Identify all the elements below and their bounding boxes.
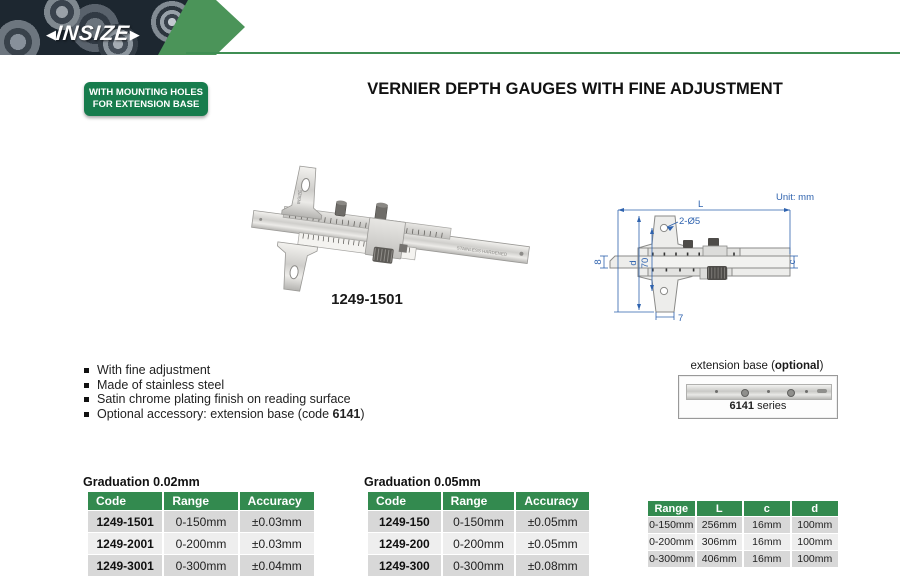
table-cell: 16mm	[743, 517, 791, 534]
diagram-unit-label: Unit: mm	[776, 192, 814, 203]
column-header: d	[791, 501, 839, 517]
table-cell: 0-200mm	[163, 533, 238, 555]
logo-left-arrow-icon: ◀	[46, 26, 56, 42]
header-row	[648, 501, 838, 517]
table-row	[368, 555, 589, 577]
beam-engraving: STAINLESS HARDENED	[456, 245, 508, 257]
header-row	[368, 492, 589, 511]
column-header: Accuracy	[239, 492, 314, 511]
table-row	[88, 555, 314, 577]
brand-logo	[46, 22, 140, 46]
column-header: Range	[442, 492, 516, 511]
dim-L: L	[698, 199, 704, 210]
extension-base-caption	[657, 360, 857, 372]
bullet-icon	[84, 383, 89, 388]
column-header: Range	[648, 501, 696, 517]
table-cell: 0-200mm	[648, 534, 696, 551]
table-cell: 0-300mm	[648, 551, 696, 568]
table-row	[648, 551, 838, 568]
header-row	[88, 492, 314, 511]
extension-base-image	[686, 384, 832, 400]
header-rule	[186, 52, 900, 54]
table-cell: ±0.04mm	[239, 555, 314, 577]
product-code-label: 1249-1501	[331, 291, 403, 308]
caption-pre: extension base (	[690, 360, 775, 372]
table-cell: 406mm	[696, 551, 744, 568]
table-cell: 0-300mm	[163, 555, 238, 577]
caption-post: )	[819, 360, 824, 372]
table-cell: 0-150mm	[163, 511, 238, 533]
feature-item: Satin chrome plating finish on reading surface	[84, 392, 365, 407]
table-row	[648, 517, 838, 534]
svg-text:INSIZE: INSIZE	[296, 189, 303, 205]
table-cell: 1249-200	[368, 533, 442, 555]
table-cell: ±0.05mm	[515, 533, 589, 555]
table-cell: 1249-300	[368, 555, 442, 577]
feature-item: With fine adjustment	[84, 363, 365, 378]
table-cell: ±0.03mm	[239, 511, 314, 533]
table-cell: ±0.05mm	[515, 511, 589, 533]
dimensions-table	[648, 500, 838, 567]
table-cell: 1249-3001	[88, 555, 163, 577]
table-cell: 0-150mm	[442, 511, 516, 533]
series-text: series	[754, 400, 787, 412]
bullet-icon	[84, 412, 89, 417]
dim-holes: 2-Ø5	[679, 216, 701, 227]
dim-7: 7	[678, 313, 684, 324]
table-cell: 0-300mm	[442, 555, 516, 577]
feature-item-optional	[84, 407, 365, 422]
extension-series-label	[679, 400, 837, 412]
feature-badge	[84, 82, 208, 116]
table-row	[88, 511, 314, 533]
brand-logo-text: INSIZE	[54, 22, 131, 45]
table-cell: 16mm	[743, 551, 791, 568]
table-row	[88, 533, 314, 555]
logo-right-arrow-icon: ▶	[129, 26, 140, 42]
table2-heading: Graduation 0.05mm	[364, 475, 481, 489]
column-header: Accuracy	[515, 492, 589, 511]
bullet-icon	[84, 397, 89, 402]
technical-drawing	[592, 186, 832, 336]
dim-d: d	[628, 260, 639, 266]
column-header: c	[743, 501, 791, 517]
table-cell: ±0.08mm	[515, 555, 589, 577]
table-cell: 100mm	[791, 517, 839, 534]
table-cell: 1249-2001	[88, 533, 163, 555]
table-cell: 256mm	[696, 517, 744, 534]
extension-base-figure	[678, 375, 838, 419]
dim-70: 70	[640, 257, 651, 269]
feature-item: Made of stainless steel	[84, 378, 365, 393]
table-cell: 16mm	[743, 534, 791, 551]
column-header: Range	[163, 492, 238, 511]
page-title: VERNIER DEPTH GAUGES WITH FINE ADJUSTMENT	[367, 80, 783, 98]
table-row	[368, 533, 589, 555]
feature-optional-text: Optional accessory: extension base (code	[97, 406, 333, 421]
column-header: L	[696, 501, 744, 517]
table-cell: 100mm	[791, 551, 839, 568]
table-cell: 0-150mm	[648, 517, 696, 534]
product-photo	[240, 156, 550, 306]
feature-optional-code: 6141	[332, 406, 361, 421]
graduation-002-table	[88, 491, 314, 576]
table-row	[368, 511, 589, 533]
table-cell: ±0.03mm	[239, 533, 314, 555]
column-header: Code	[88, 492, 163, 511]
series-code: 6141	[729, 400, 755, 412]
table-cell: 100mm	[791, 534, 839, 551]
feature-list	[84, 363, 365, 421]
table-cell: 1249-150	[368, 511, 442, 533]
table-cell: 1249-1501	[88, 511, 163, 533]
dim-8: 8	[593, 259, 604, 265]
graduation-005-table	[368, 491, 589, 576]
table-row	[648, 534, 838, 551]
badge-line1: WITH MOUNTING HOLES	[89, 87, 203, 98]
table1-heading: Graduation 0.02mm	[83, 475, 200, 489]
dim-c: c	[787, 259, 798, 265]
badge-line2: FOR EXTENSION BASE	[92, 99, 200, 110]
table-cell: 0-200mm	[442, 533, 516, 555]
table-cell: 306mm	[696, 534, 744, 551]
caption-bold: optional	[774, 360, 820, 372]
bullet-icon	[84, 368, 89, 373]
column-header: Code	[368, 492, 442, 511]
feature-optional-close: )	[360, 406, 365, 421]
